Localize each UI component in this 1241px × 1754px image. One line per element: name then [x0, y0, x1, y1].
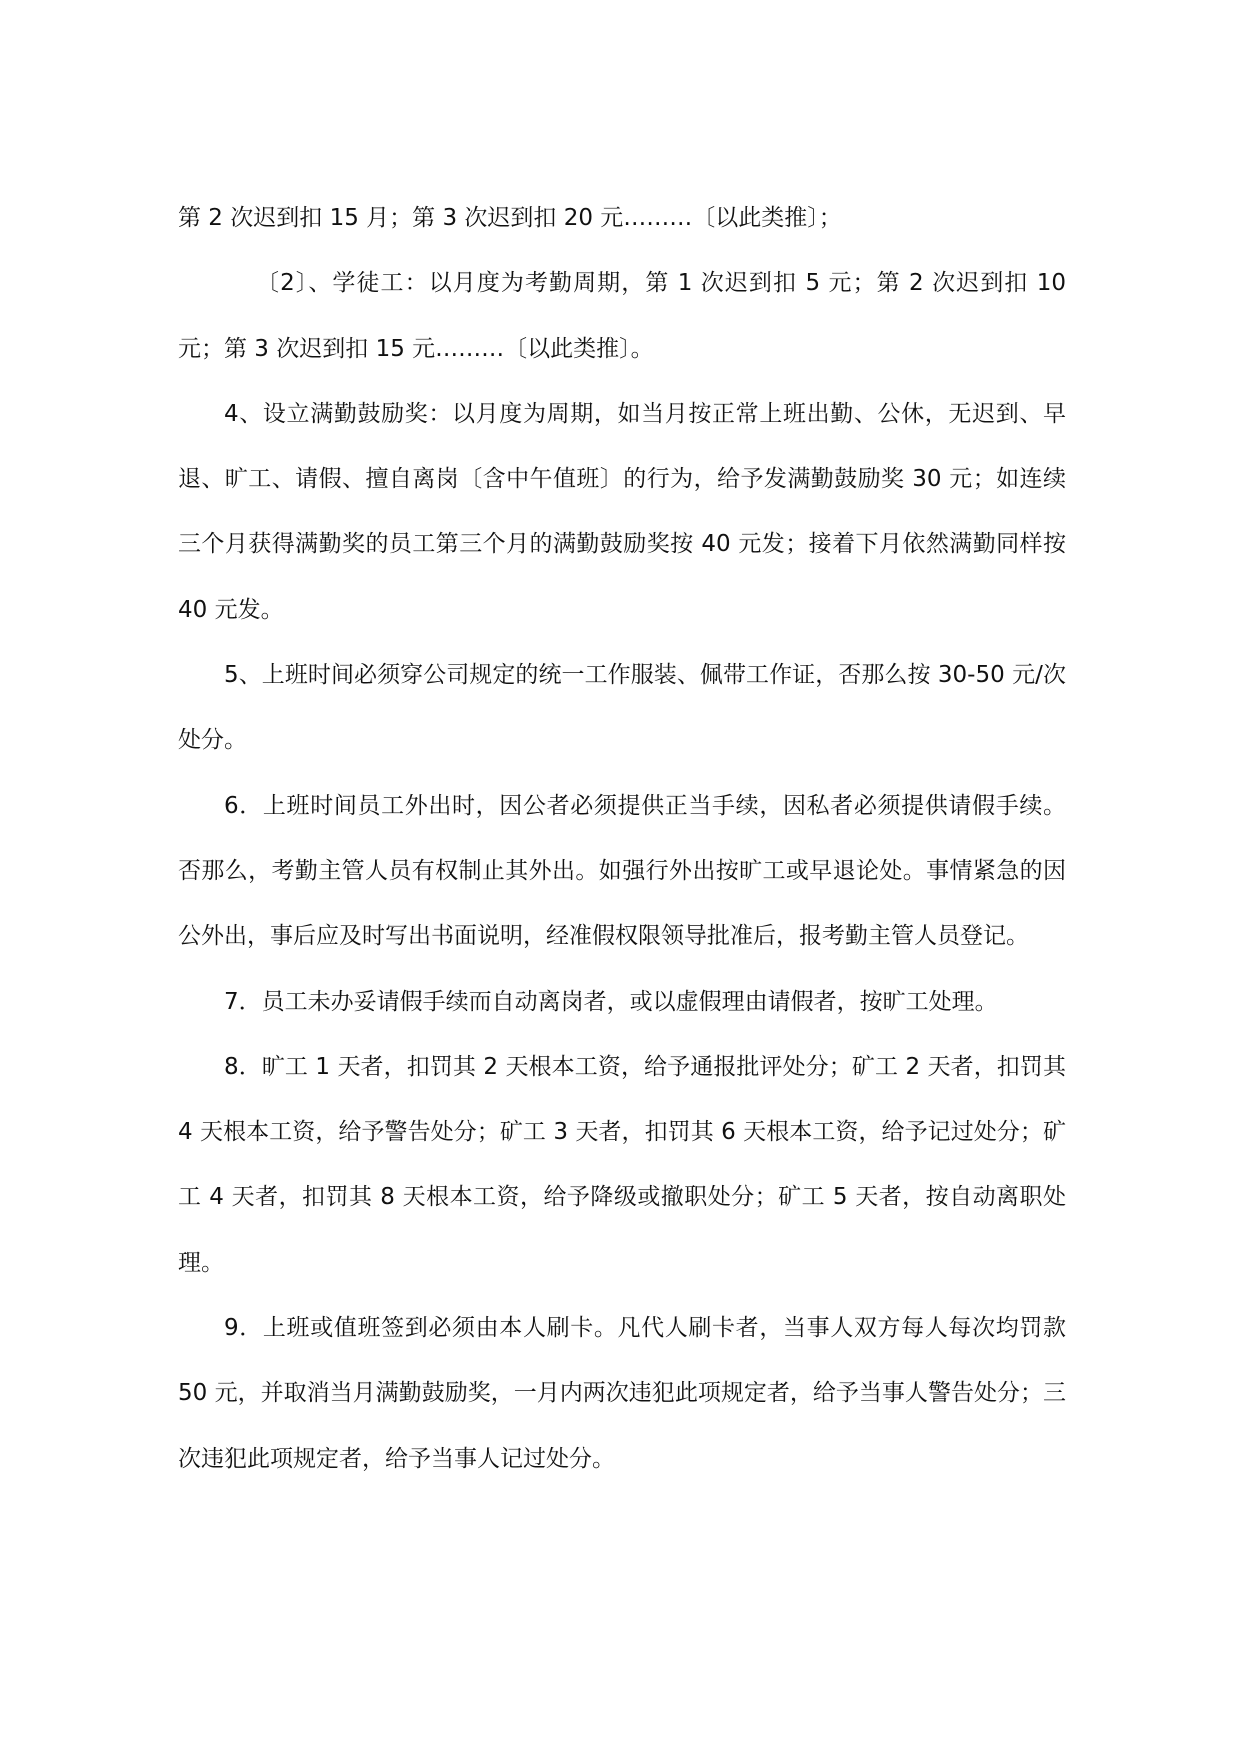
paragraph-uniform-rule: 5、上班时间必须穿公司规定的统一工作服装、佩带工作证，否那么按 30-50 元/次处分。 — [178, 662, 1066, 754]
paragraph-apprentice-late-penalty: 〔2〕、学徒工：以月度为考勤周期，第 1 次迟到扣 5 元；第 2 次迟到扣 10 元；第 3 次迟到扣 15 元………〔以此类推〕。 — [178, 270, 1066, 362]
document-body — [178, 186, 1066, 1492]
paragraph-going-out-rule: 6．上班时间员工外出时，因公者必须提供正当手续，因私者必须提供请假手续。否那么，考勤主管人员有权制止其外出。如强行外出按旷工或早退论处。事情紧急的因公外出，事后应及时写出书面说明，经准假权限领导批准后，报考勤主管人员登记。 — [178, 792, 1066, 950]
paragraph-full-attendance-bonus: 4、设立满勤鼓励奖：以月度为周期，如当月按正常上班出勤、公休，无迟到、早退、旷工、请假、擅自离岗〔含中午值班〕的行为，给予发满勤鼓励奖 30 元；如连续三个月获得满勤奖的员工第三个月的满勤鼓励奖按 40 元发；接着下月依然满勤同样按 40 元发。 — [178, 400, 1066, 623]
paragraph-card-swipe-rule: 9．上班或值班签到必须由本人刷卡。凡代人刷卡者，当事人双方每人每次均罚款 50 元，并取消当月满勤鼓励奖，一月内两次违犯此项规定者，给予当事人警告处分；三次违犯此项规定者，给予当事人记过处分。 — [178, 1315, 1066, 1472]
paragraph-late-penalty-continued: 第 2 次迟到扣 15 月；第 3 次迟到扣 20 元………〔以此类推〕； — [178, 205, 842, 231]
paragraph-absenteeism-penalty: 8．旷工 1 天者，扣罚其 2 天根本工资，给予通报批评处分；矿工 2 天者，扣罚其 4 天根本工资，给予警告处分；矿工 3 天者，扣罚其 6 天根本工资，给予记过处分；矿工 4 天者，扣罚其 8 天根本工资，给予降级或撤职处分；矿工 5 天者，按自动离职处理。 — [178, 1053, 1066, 1276]
paragraph-unauthorized-leave: 7．员工未办妥请假手续而自动离岗者，或以虚假理由请假者，按旷工处理。 — [224, 988, 998, 1015]
